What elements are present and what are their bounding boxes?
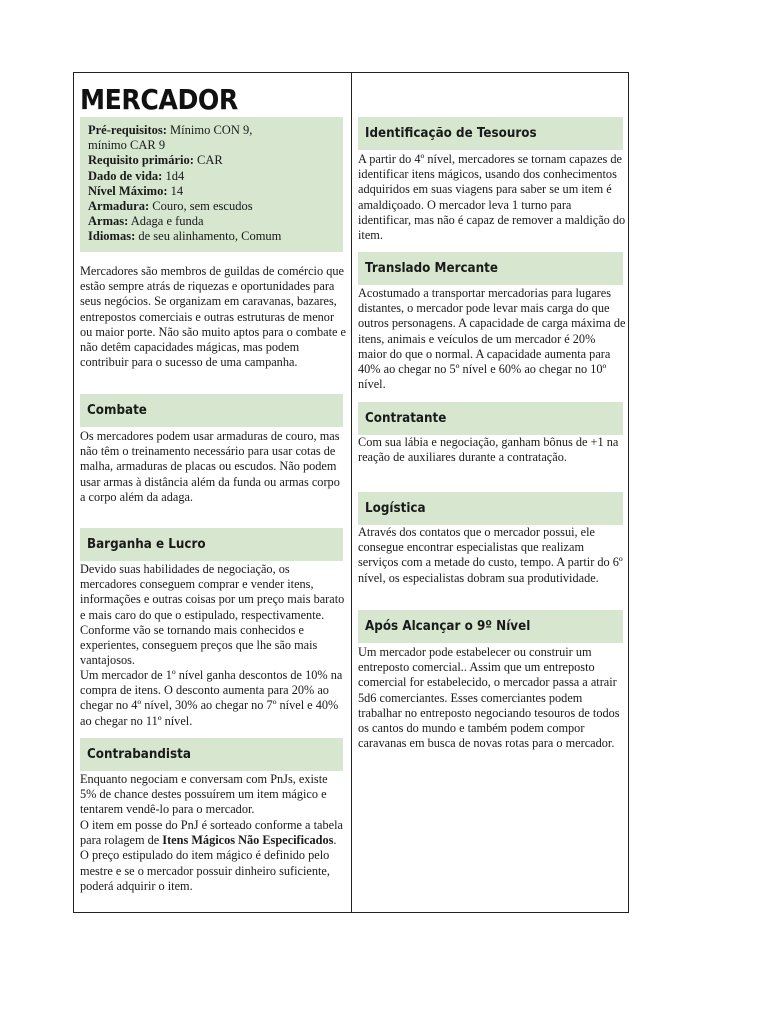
identificacao-text: A partir do 4º nível, mercadores se tornam capazes de identificar itens mágicos, usando dos conhecimentos adquiridos em suas viagens para saber se um item é amaldiçoado. O mercador leva 1 turno para identificar, mas não é capaz de remover a maldição do item. [358, 152, 626, 243]
barganha-text-2: Um mercador de 1º nível ganha descontos de 10% na compra de itens. O desconto aumenta para 20% ao chegar no 4º nível, 30% ao chegar no 7º nível e 40% ao chegar no 11º nível. [80, 668, 343, 728]
apos-text: Um mercador pode estabelecer ou construir um entreposto comercial.. Assim que um entreposto comercial for estabelecido, o mercador passa a atrair 5d6 comerciantes. Esses comerciantes podem trabalhar no entreposto negociando tesouros de todos os cantos do mundo e também podem compor caravanas em busca de novas rotas para o mercador. [358, 645, 620, 751]
heading-apos: Após Alcançar o 9º Nível [358, 610, 623, 643]
column-divider [351, 73, 352, 912]
heading-barganha: Barganha e Lucro [80, 528, 343, 561]
heading-identificacao: Identificação de Tesouros [358, 117, 623, 150]
stat-primary: Requisito primário: CAR [88, 153, 223, 168]
page-title: MERCADOR [80, 83, 238, 116]
intro-text: Mercadores são membros de guildas de comércio que estão sempre atrás de riquezas e oportunidades para seus negócios. Se organizam em caravanas, bazares, entrepostos comerciais e outras estruturas de menor ou maior porte. Não são muito aptos para o combate e não detêm capacidades mágicas, mas podem contribuir para o sucesso de uma campanha. [80, 264, 347, 370]
heading-logistica: Logística [358, 492, 623, 525]
stat-maxlevel: Nível Máximo: 14 [88, 183, 184, 198]
heading-combate: Combate [80, 394, 343, 427]
stats-box [80, 117, 343, 252]
stat-weapons: Armas: Adaga e funda [88, 214, 204, 229]
stat-prereq-cont: mínimo CAR 9 [88, 138, 166, 153]
contrabandista-text-2: O item em posse do PnJ é sorteado conforme a tabela para rolagem de Itens Mágicos Não Especificados. O preço estipulado do item mágico é definido pelo mestre e se o mercador possuir dinheiro suficiente, poderá adquirir o item. [80, 818, 343, 893]
stat-prereq: Pré-requisitos: Mínimo CON 9, [88, 123, 253, 137]
stat-languages: Idiomas: de seu alinhamento, Comum [88, 229, 282, 244]
contratante-text: Com sua lábia e negociação, ganham bônus de +1 na reação de auxiliares durante a contratação. [358, 435, 619, 465]
stat-hitdie: Dado de vida: 1d4 [88, 168, 185, 183]
heading-contrabandista: Contrabandista [80, 738, 343, 771]
combate-text: Os mercadores podem usar armaduras de couro, mas não têm o treinamento necessário para usar cotas de malha, armaduras de placas ou escudos. Não podem usar armas à distância além da funda ou armas corpo a corpo além da adaga. [80, 429, 340, 504]
heading-contratante: Contratante [358, 402, 623, 435]
page-frame [73, 72, 629, 913]
barganha-text-1: Devido suas habilidades de negociação, os mercadores conseguem comprar e vender itens, informações e outras coisas por um preço mais barato e mais caro do que o estipulado, respectivamente. Conforme vão se tornando mais conhecidos e experientes, conseguem preços que lhe são mais vantajosos. [80, 562, 345, 668]
contrabandista-text-1: Enquanto negociam e conversam com PnJs, existe 5% de chance destes possuírem um item mágico e tentarem vendê-lo para o mercador. [80, 772, 328, 817]
stat-armor: Armadura: Couro, sem escudos [88, 199, 253, 214]
translado-text: Acostumado a transportar mercadorias para lugares distantes, o mercador pode levar mais carga do que outros personagens. A capacidade de carga máxima de itens, animais e veículos de um mercador é 20% maior do que o normal. A capacidade aumenta para 40% ao chegar no 5º nível e 60% ao chegar no 10º nível. [358, 286, 626, 392]
logistica-text: Através dos contatos que o mercador possui, ele consegue encontrar especialistas que realizam serviços com a metade do custo, tempo. A partir do 6º nível, os especialistas dobram sua produtividade. [358, 525, 623, 585]
heading-translado: Translado Mercante [358, 252, 623, 285]
